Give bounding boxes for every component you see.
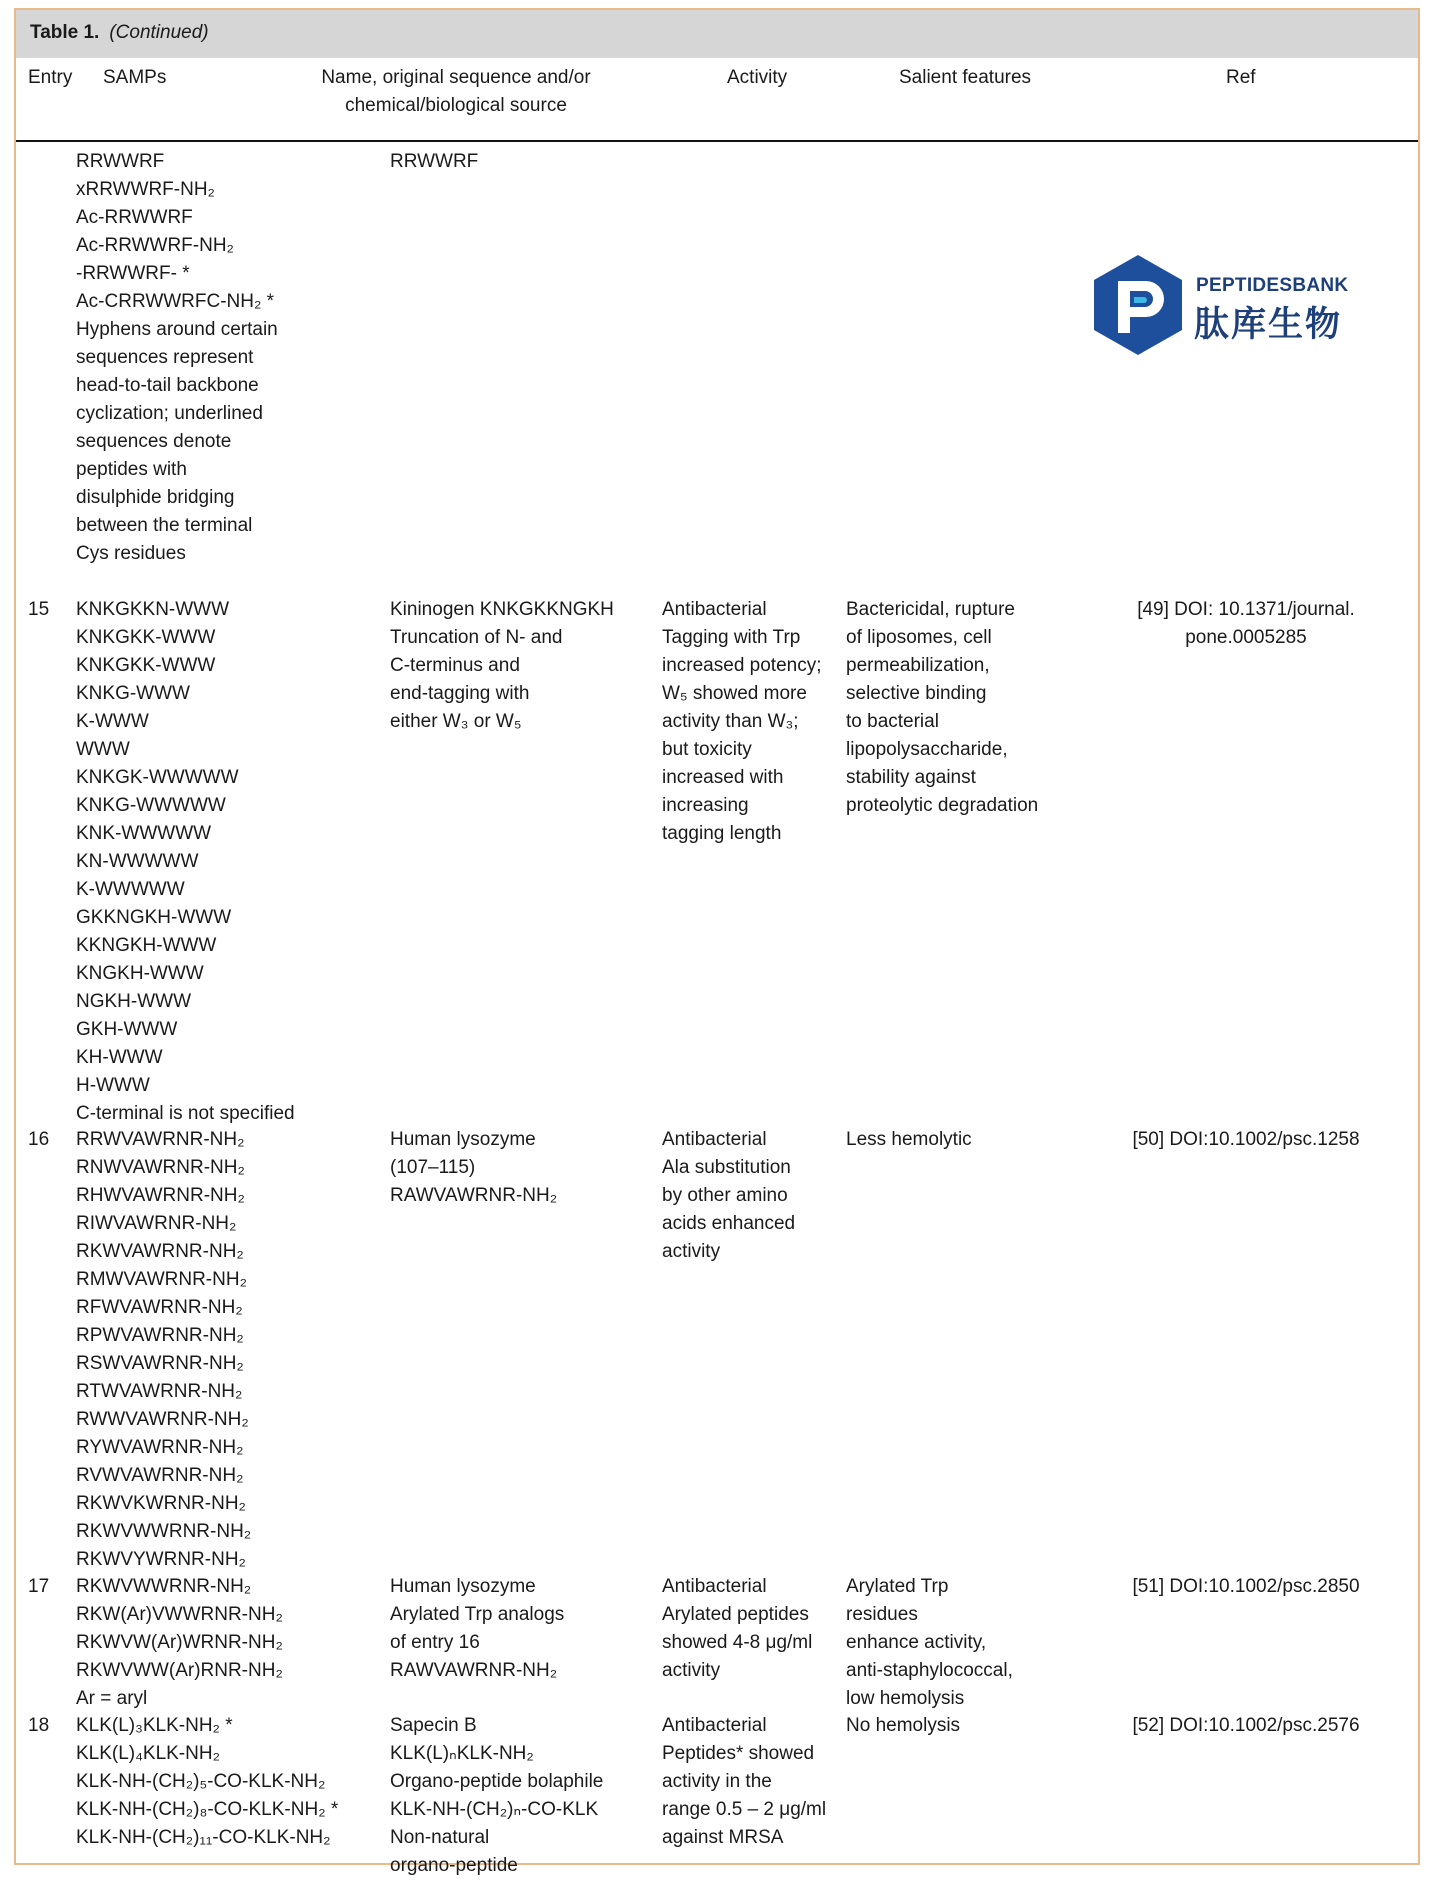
activity-line: but toxicity [662,739,752,760]
cell-entry [28,1126,68,1154]
samps-line: RRWWRF [76,151,165,172]
cell-features [846,1712,1086,1740]
cell-name [390,148,660,176]
activity-line: activity in the [662,1771,772,1792]
activity-line: increased potency; [662,655,822,676]
samps-line: KNGKH-WWW [76,963,204,984]
features-line: lipopolysaccharide, [846,739,1008,760]
activity-line: increased with [662,767,784,788]
samps-line: GKH-WWW [76,1019,178,1040]
header-entry: Entry [28,67,73,88]
samps-line: K-WWW [76,711,149,732]
activity-line: Antibacterial [662,1576,767,1597]
samps-line: RKWVKWRNR-NH₂ [76,1493,246,1514]
name-line: KLK-NH-(CH₂)ₙ-CO-KLK [390,1799,599,1820]
cell-entry [28,1712,68,1740]
name-line: of entry 16 [390,1632,480,1653]
features-line: No hemolysis [846,1715,961,1736]
name-line: Sapecin B [390,1715,477,1736]
name-line: Truncation of N- and [390,627,563,648]
features-line: anti-staphylococcal, [846,1660,1013,1681]
samps-line: xRRWWRF-NH₂ [76,179,215,200]
samps-line: KNKGKK-WWW [76,627,216,648]
samps-line: sequences denote [76,431,232,452]
samps-line: Ac-CRRWWRFC-NH₂ * [76,291,275,312]
entry-line: 16 [28,1129,50,1150]
samps-line: KLK(L)₃KLK-NH₂ * [76,1715,233,1736]
header-ref: Ref [1226,67,1256,88]
watermark-brand-en: PEPTIDESBANK [1196,275,1349,296]
header-name [306,64,606,120]
cell-entry [28,1573,68,1601]
table-caption-bar [16,10,1418,58]
samps-line: KLK-NH-(CH₂)₈-CO-KLK-NH₂ * [76,1799,339,1820]
table-caption [30,22,209,44]
header-features: Salient features [899,67,1032,88]
ref-line: [50] DOI:10.1002/psc.1258 [1132,1129,1360,1150]
samps-line: Ac-RRWWRF [76,207,193,228]
header-samps: SAMPs [103,67,167,88]
ref-line: [51] DOI:10.1002/psc.2850 [1132,1576,1360,1597]
activity-line: W₅ showed more [662,683,807,704]
features-line: Less hemolytic [846,1129,972,1150]
samps-line: NGKH-WWW [76,991,192,1012]
cell-name [390,596,660,736]
samps-line: RPWVAWRNR-NH₂ [76,1325,244,1346]
samps-line: RNWVAWRNR-NH₂ [76,1157,245,1178]
name-line: organo-peptide [390,1855,518,1876]
name-line: RAWVAWRNR-NH₂ [390,1185,558,1206]
samps-line: KH-WWW [76,1047,163,1068]
header-name-line1: Name, original sequence and/or [321,67,591,88]
samps-line: RHWVAWRNR-NH₂ [76,1185,245,1206]
samps-line: RTWVAWRNR-NH₂ [76,1381,243,1402]
samps-line: KKNGKH-WWW [76,935,217,956]
logo-hexagon [1094,255,1182,355]
samps-line: RVWVAWRNR-NH₂ [76,1465,244,1486]
name-line: Kininogen KNKGKKNGKH [390,599,614,620]
name-line: either W₃ or W₅ [390,711,522,732]
features-line: stability against [846,767,976,788]
activity-line: activity than W₃; [662,711,799,732]
cell-name [390,1573,660,1685]
entry-line: 18 [28,1715,50,1736]
table-frame [14,8,1420,1876]
table-continued: (Continued) [109,22,209,43]
samps-line: RRWVAWRNR-NH₂ [76,1129,245,1150]
samps-line: KN-WWWWW [76,851,199,872]
cell-activity [662,596,842,848]
activity-line: Peptides* showed [662,1743,815,1764]
cell-samps [76,148,376,568]
samps-line: sequences represent [76,347,254,368]
samps-line: RKW(Ar)VWWRNR-NH₂ [76,1604,283,1625]
features-line: proteolytic degradation [846,795,1039,816]
samps-line: GKKNGKH-WWW [76,907,232,928]
samps-line: C-terminal is not specified [76,1103,295,1124]
activity-line: Tagging with Trp [662,627,801,648]
samps-line: K-WWWWW [76,879,185,900]
entry-line: 15 [28,599,50,620]
name-line: KLK(L)ₙKLK-NH₂ [390,1743,534,1764]
features-line: enhance activity, [846,1632,987,1653]
samps-line: RIWVAWRNR-NH₂ [76,1213,237,1234]
activity-line: activity [662,1241,721,1262]
activity-line: Ala substitution [662,1157,791,1178]
activity-line: showed 4-8 μg/ml [662,1632,813,1653]
cell-name [390,1712,660,1880]
cell-features [846,596,1086,820]
samps-line: KNKGKKN-WWW [76,599,230,620]
samps-line: KLK(L)₄KLK-NH₂ [76,1743,220,1764]
name-line: RRWWRF [390,151,479,172]
samps-line: RFWVAWRNR-NH₂ [76,1297,243,1318]
name-line: RAWVAWRNR-NH₂ [390,1660,558,1681]
samps-line: disulphide bridging [76,487,235,508]
name-line: (107–115) [390,1157,476,1178]
peptidesbank-logo-icon [1088,253,1188,357]
cell-ref [1096,1126,1396,1154]
ref-line: [52] DOI:10.1002/psc.2576 [1132,1715,1360,1736]
samps-line: head-to-tail backbone [76,375,259,396]
cell-features [846,1573,1086,1713]
cell-ref [1096,1573,1396,1601]
samps-line: KNKG-WWWWW [76,795,226,816]
samps-line: KNKGKK-WWW [76,655,216,676]
cell-activity [662,1573,842,1685]
cell-name [390,1126,660,1210]
cell-ref [1096,596,1396,652]
cell-samps [76,596,376,1128]
table-label: Table 1. [30,22,100,43]
samps-line: Cys residues [76,543,186,564]
samps-line: KLK-NH-(CH₂)₁₁-CO-KLK-NH₂ [76,1827,331,1848]
ref-line: [49] DOI: 10.1371/journal. [1137,599,1355,620]
activity-line: Antibacterial [662,1129,767,1150]
name-line: Organo-peptide bolaphile [390,1771,604,1792]
samps-line: between the terminal [76,515,253,536]
cell-activity [662,1712,842,1852]
samps-line: peptides with [76,459,187,480]
cell-activity [662,1126,842,1266]
samps-line: Ar = aryl [76,1688,148,1709]
features-line: Arylated Trp [846,1576,949,1597]
samps-line: H-WWW [76,1075,150,1096]
cell-ref [1096,1712,1396,1740]
cell-features [846,1126,1086,1154]
watermark-logo [1088,253,1388,357]
samps-line: Hyphens around certain [76,319,278,340]
activity-line: Arylated peptides [662,1604,809,1625]
activity-line: Antibacterial [662,1715,767,1736]
name-line: Human lysozyme [390,1576,536,1597]
samps-line: KNKG-WWW [76,683,190,704]
cell-samps [76,1573,376,1713]
samps-line: RWWVAWRNR-NH₂ [76,1409,249,1430]
samps-line: RKWVW(Ar)WRNR-NH₂ [76,1632,283,1653]
samps-line: KNKGK-WWWWW [76,767,239,788]
name-line: Arylated Trp analogs [390,1604,565,1625]
features-line: permeabilization, [846,655,990,676]
samps-line: WWW [76,739,130,760]
entry-line: 17 [28,1576,50,1597]
features-line: residues [846,1604,918,1625]
header-rule [16,140,1418,142]
cell-samps [76,1126,376,1574]
activity-line: increasing [662,795,749,816]
samps-line: -RRWWRF- * [76,263,190,284]
name-line: Human lysozyme [390,1129,536,1150]
cell-entry [28,596,68,624]
samps-line: RKWVWW(Ar)RNR-NH₂ [76,1660,283,1681]
features-line: low hemolysis [846,1688,965,1709]
cell-samps [76,1712,376,1852]
activity-line: acids enhanced [662,1213,796,1234]
header-name-line2: chemical/biological source [345,95,567,116]
ref-line: pone.0005285 [1185,627,1307,648]
activity-line: range 0.5 – 2 μg/ml [662,1799,827,1820]
samps-line: RYWVAWRNR-NH₂ [76,1437,244,1458]
header-activity: Activity [727,67,788,88]
activity-line: activity [662,1660,721,1681]
name-line: end-tagging with [390,683,530,704]
name-line: C-terminus and [390,655,520,676]
samps-line: Ac-RRWWRF-NH₂ [76,235,234,256]
samps-line: RKWVAWRNR-NH₂ [76,1241,244,1262]
activity-line: by other amino [662,1185,788,1206]
activity-line: against MRSA [662,1827,784,1848]
samps-line: RKWVYWRNR-NH₂ [76,1549,246,1570]
samps-line: cyclization; underlined [76,403,263,424]
samps-line: KNK-WWWWW [76,823,212,844]
activity-line: tagging length [662,823,782,844]
features-line: to bacterial [846,711,939,732]
samps-line: RKWVWWRNR-NH₂ [76,1576,252,1597]
samps-line: KLK-NH-(CH₂)₅-CO-KLK-NH₂ [76,1771,326,1792]
features-line: of liposomes, cell [846,627,992,648]
activity-line: Antibacterial [662,599,767,620]
name-line: Non-natural [390,1827,490,1848]
watermark-brand-cn: 肽库生物 [1194,305,1343,344]
features-line: Bactericidal, rupture [846,599,1015,620]
samps-line: RSWVAWRNR-NH₂ [76,1353,244,1374]
samps-line: RKWVWWRNR-NH₂ [76,1521,252,1542]
features-line: selective binding [846,683,987,704]
samps-line: RMWVAWRNR-NH₂ [76,1269,247,1290]
